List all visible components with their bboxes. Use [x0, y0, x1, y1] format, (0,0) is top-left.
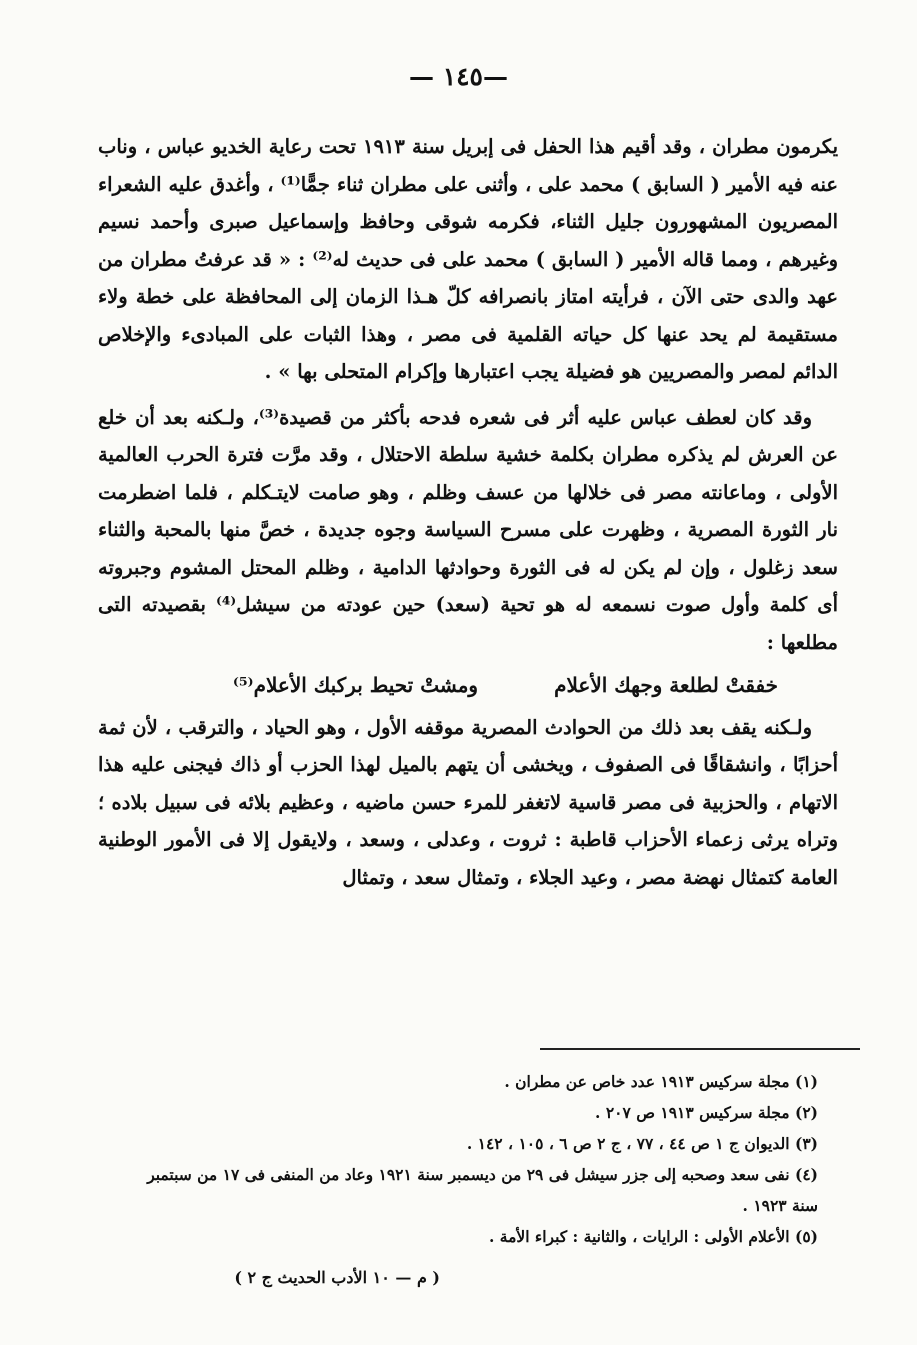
poem-verse [98, 667, 838, 705]
paragraph-2: وقد كان لعطف عباس عليه أثر فى شعره فدحه بأكثر من قصيدة⁽³⁾، ولـكنه بعد أن خلع عن العرش لم يذكره مطران بكلمة خشية سلطة الاحتلال ، وقد مرَّت فترة الحرب العالمية الأولى ، وماعانته مصر فى خلالها من عسف وظلم ، وهو صامت لايتـكلم ، فلما اضطرمت نار الثورة المصرية ، وظهرت على مسرح السياسة وجوه جديدة ، خصَّ منها بالمحبة والثناء سعد زغلول ، وإن لم يكن له فى الثورة وحوادثها الدامية ، وظلم المحتل المشوم وجبروته أى كلمة وأول صوت نسمعه له هو تحية (سعد) حين عودته من سيشل⁽⁴⁾ بقصيدته التى مطلعها : [98, 405, 838, 654]
paragraph-1: يكرمون مطران ، وقد أقيم هذا الحفل فى إبريل سنة ١٩١٣ تحت رعاية الخديو عباس ، وناب عنه فيه الأمير ( السابق ) محمد على ، وأثنى على مطران ثناء جمًّا⁽¹⁾ ، وأغدق عليه الشعراء المصريون المشهورون جليل الثناء، فكرمه شوقى وحافظ وإسماعيل صبرى وأحمد نسيم وغيرهم ، ومما قاله الأمير ( السابق ) محمد على فى حديث له⁽²⁾ : « قد عرفتُ مطران من عهد والدى حتى الآن ، فرأيته امتاز بانصرافه كلّ هـذا الزمان إلى المحافظة على خطة ولاء مستقيمة لم يحد عنها كل حياته القلمية فى مصر ، وهذا الثبات على المبادىء والإخلاص الدائم لمصر والمصريين هو فضيلة يجب اعتبارها وإكرام المتحلى بها » . [98, 135, 839, 383]
page-number: —١٤٥ — [408, 62, 508, 91]
footnote-1: (١) مجلة سركيس ١٩١٣ عدد خاص عن مطران . [504, 1072, 818, 1091]
footnote-2: (٢) مجلة سركيس ١٩١٣ ص ٢٠٧ . [595, 1103, 818, 1122]
footnote-4: (٤) نفى سعد وصحبه إلى جزر سيشل فى ٢٩ من ديسمبر سنة ١٩٢١ وعاد من المنفى فى ١٧ من سبتمبر سنة ١٩٢٣ . [147, 1165, 818, 1215]
verse-second-hemistich: ومشتْ تحيط بركبك الأعلام⁽⁵⁾ [232, 673, 479, 697]
paragraph-3: ولـكنه يقف بعد ذلك من الحوادث المصرية موقفه الأول ، وهو الحياد ، والترقب ، لأن ثمة أحزابًا ، وانشقاقًا فى الصفوف ، ويخشى أن يتهم بالميل لهذا الحزب أو ذاك فيجنى عليه هذا الاتهام ، والحزبية فى مصر قاسية لاتغفر للمرء حسن ماضيه ، وعظيم بلائه فى سبيل بلاده ؛ وتراه يرثى زعماء الأحزاب قاطبة : ثروت ، وعدلى ، وسعد ، ولايقول إلا فى الأمور الوطنية العامة كتمثال نهضة مصر ، وعيد الجلاء ، وتمثال سعد ، وتمثال [98, 715, 838, 889]
main-text [98, 128, 838, 896]
footnote-3: (٣) الديوان ج ١ ص ٤٤ ، ٧٧ ، ج ٢ ص ٦ ، ١٠٥ ، ١٤٢ . [466, 1134, 818, 1153]
signature-label: ( م — ١٠ الأدب الحديث ج ٢ ) [234, 1268, 440, 1287]
footnotes [118, 1066, 838, 1252]
footnote-5: (٥) الأعلام الأولى : الرايات ، والثانية : كبراء الأمة . [488, 1227, 818, 1246]
footnote-separator [540, 1048, 860, 1050]
verse-first-hemistich: خفقتْ لطلعة وجهك الأعلام [554, 673, 778, 697]
